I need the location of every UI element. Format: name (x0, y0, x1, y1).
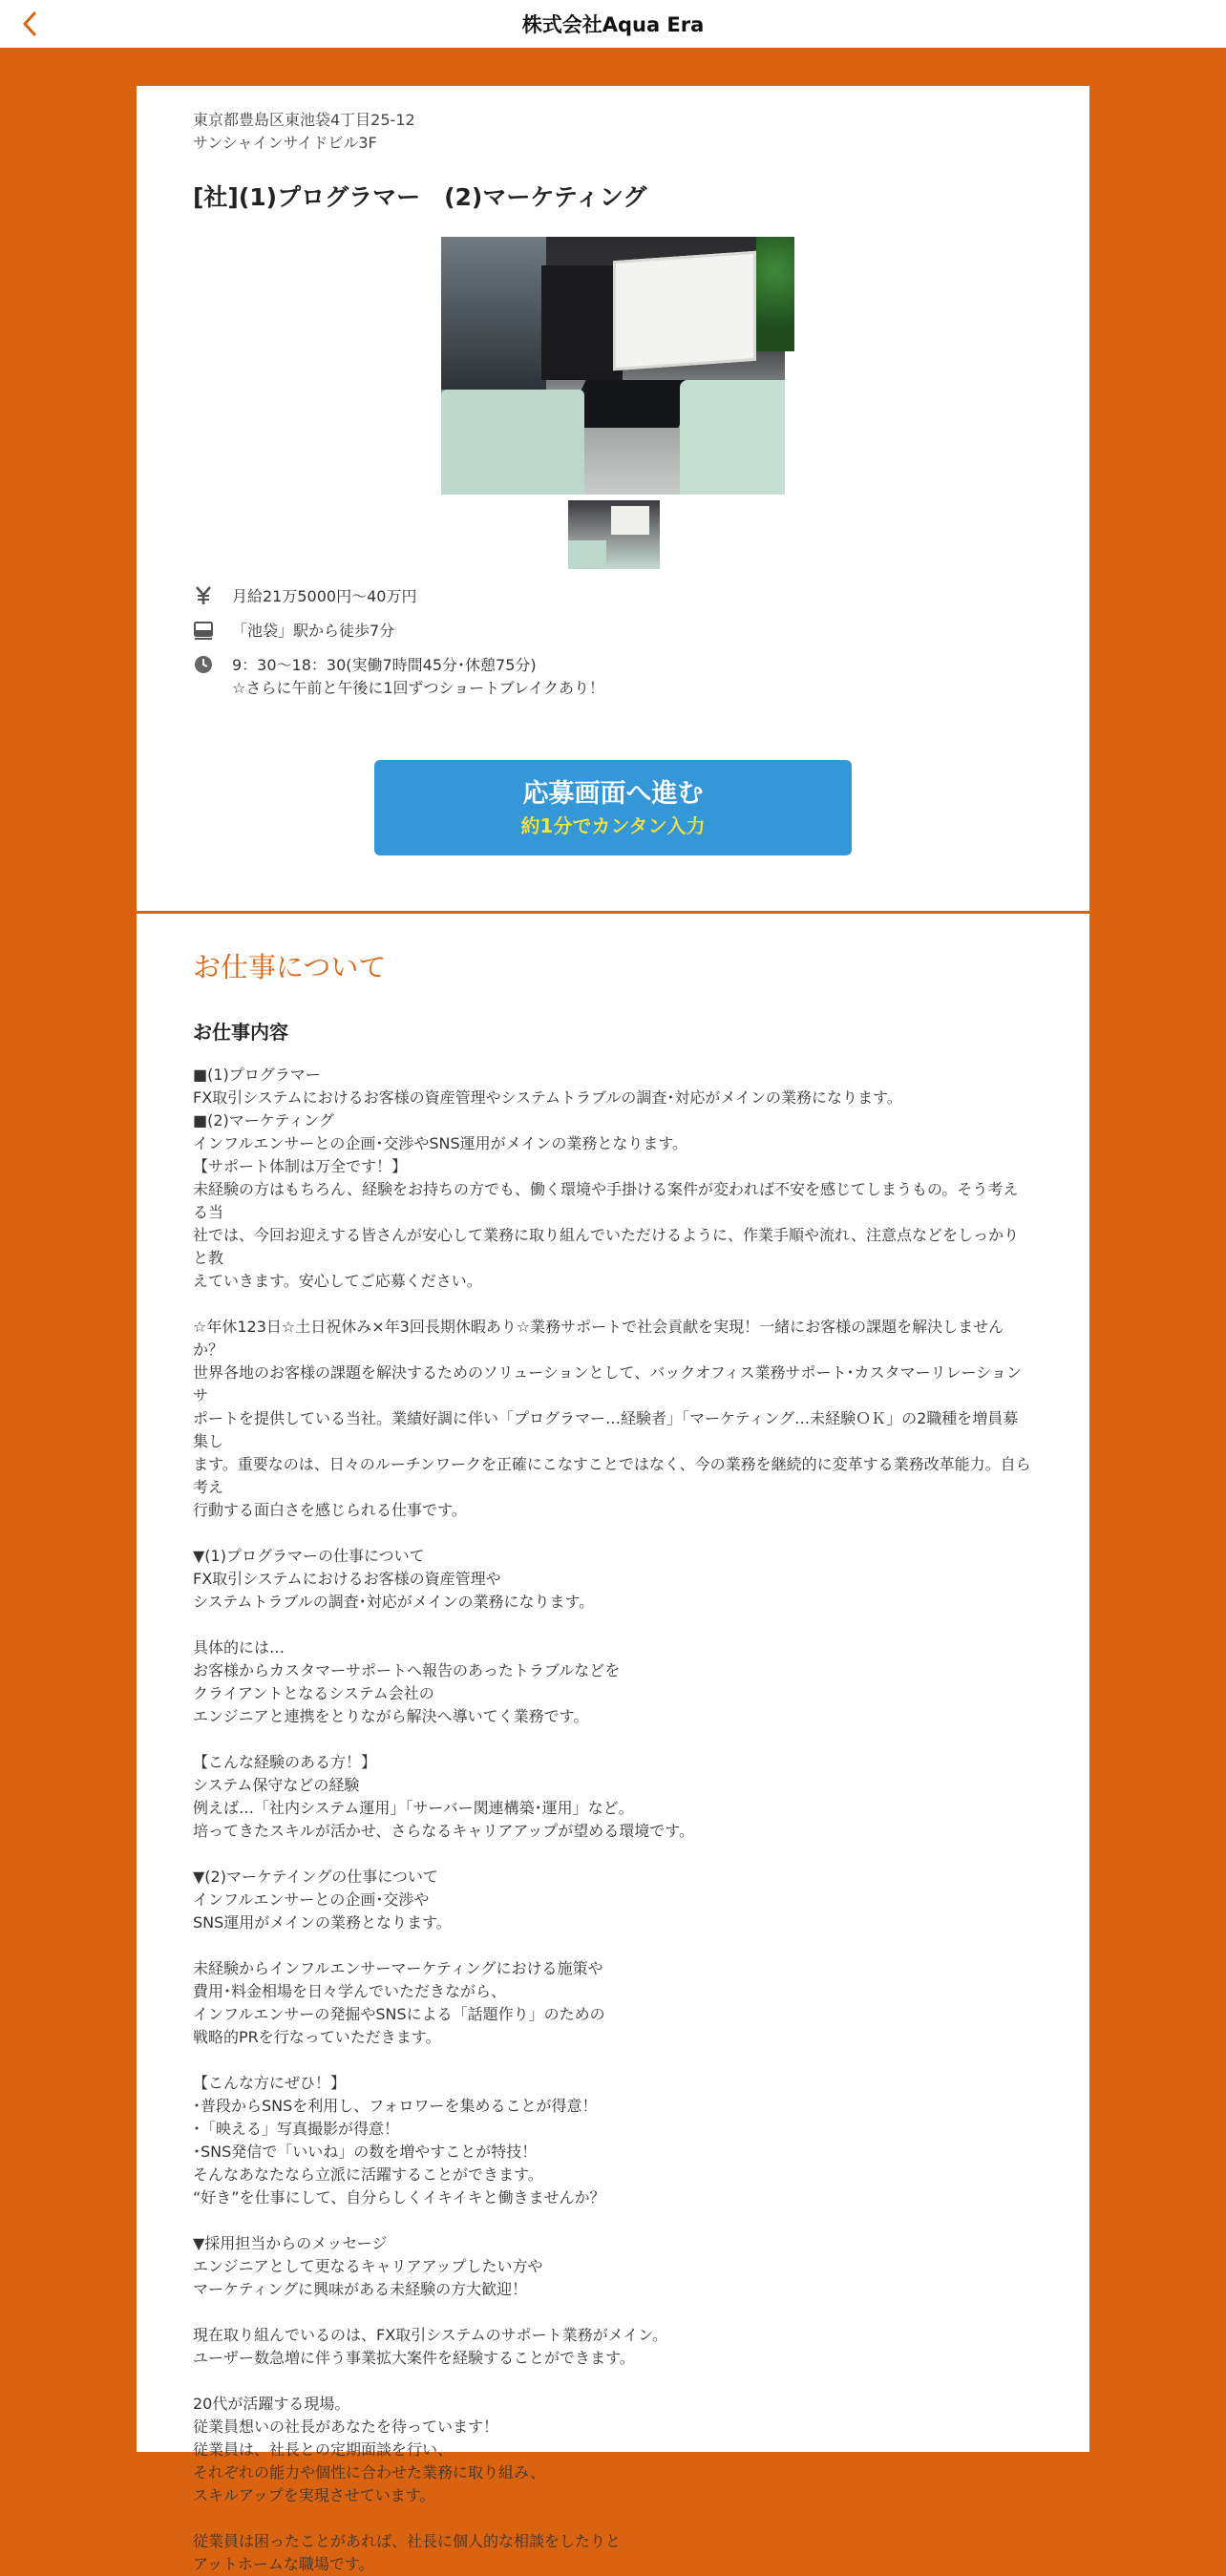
job-title: [社](1)プログラマー (2)マーケティング (193, 183, 647, 211)
page-title: 株式会社Aqua Era (521, 13, 705, 36)
clock-icon (193, 654, 214, 675)
job-summary-card (137, 86, 1089, 911)
access-text: 「池袋」駅から徒歩7分 (232, 622, 395, 640)
apply-button-label: 応募画面へ進む (522, 779, 704, 809)
company-address (193, 109, 1033, 155)
subsection-title: お仕事内容 (193, 1021, 288, 1044)
apply-button-sublabel: 約1分でカンタン入力 (520, 814, 706, 837)
train-icon (193, 620, 214, 641)
yen-icon (193, 585, 214, 606)
address-line-1: 東京都豊島区東池袋4丁目25-12 (193, 111, 415, 129)
hours-row (193, 654, 604, 700)
salary-row (193, 585, 416, 608)
address-line-2: サンシャインサイドビル3F (193, 134, 377, 152)
job-description: ■(1)プログラマー FX取引システムにおけるお客様の資産管理やシステムトラブルの調査･対応がメインの業務になります。 ■(2)マーケティング インフルエンサーとの企画･交渉やSNS運用がメインの業務となります。 【サポート体制は万全です！】 未経験の方はもちろん、経験をお持ちの方でも、働く環境や手掛ける案件が変われば不安を感じてしまうもの。そう考える当 社では、今回お迎えする皆さんが安心して業務に取り組んでいただけるように、作業手順や流れ、注意点などをしっかりと教 えていきます。安心してご応募ください。 ☆年休123日☆土日祝休み×年3回長期休暇あり☆業務サポートで社会貢献を実現！一緒にお客様の課題を解決しませんか？ 世界各地のお客様の課題を解決するためのソリューションとして、バックオフィス業務サポート･カスタマーリレーションサ ポートを提供している当社。業績好調に伴い「プログラマー…経験者」「マーケティング…未経験ＯＫ」の2職種を増員募集し ます。重要なのは、日々のルーチンワークを正確にこなすことではなく、今の業務を継続的に変革する業務改革能力。自ら考え 行動する面白さを感じられる仕事です。 ▼(1)プログラマーの仕事について FX取引システムにおけるお客様の資産管理や システムトラブルの調査･対応がメインの業務になります。 具体的には… お客様からカスタマーサポートへ報告のあったトラブルなどを クライアントとなるシステム会社の エンジニアと連携をとりながら解決へ導いてく業務です。 【こんな経験のある方！】 システム保守などの経験 例えば…「社内システム運用」「サーバー関連構築･運用」など。 培ってきたスキルが活かせ、さらなるキャリアアップが望める環境です。 ▼(2)マーケテイングの仕事について インフルエンサーとの企画･交渉や SNS運用がメインの業務となります。 未経験からインフルエンサーマーケティングにおける施策や 費用･料金相場を日々学んでいただきながら、 インフルエンサーの発掘やSNSによる「話題作り」のための 戦略的PRを行なっていただきます。 【こんな方にぜひ！】 ･普段からSNSを利用し、フォロワーを集めることが得意！ ･「映える」写真撮影が得意！ ･SNS発信で「いいね」の数を増やすことが特技！ そんなあなたなら立派に活躍することができます。 “好き”を仕事にして、自分らしくイキイキと働きませんか？ ▼採用担当からのメッセージ エンジニアとして更なるキャリアアップしたい方や マーケティングに興味がある未経験の方大歓迎！ 現在取り組んでいるのは、FX取引システムのサポート業務がメイン。 ユーザー数急増に伴う事業拡大案件を経験することができます。 20代が活躍する現場。 従業員想いの社長があなたを待っています！ 従業員は、社長との定期面談を行い、 それぞれの能力や個性に合わせた業務に取り組み、 スキルアップを実現させています。 従業員は困ったことがあれば、社長に個人的な相談をしたりと アットホームな職場です。 (193, 1066, 1031, 2573)
salary-text: 月給21万5000円～40万円 (232, 587, 417, 605)
chevron-left-icon (21, 11, 38, 36)
hours-text (232, 654, 604, 700)
hours-line-2: ☆さらに午前と午後に1回ずつショートブレイクあり！ (232, 679, 604, 697)
photo-thumbnail[interactable] (568, 500, 660, 569)
office-photo[interactable] (441, 237, 785, 495)
top-bar (0, 0, 1226, 48)
back-button[interactable] (13, 8, 46, 40)
job-details-card (137, 914, 1089, 2573)
access-row (193, 620, 394, 643)
section-title: お仕事について (193, 951, 387, 983)
apply-button[interactable] (374, 760, 852, 855)
hours-line-1: 9：30～18：30(実働7時間45分･休憩75分) (232, 656, 537, 674)
